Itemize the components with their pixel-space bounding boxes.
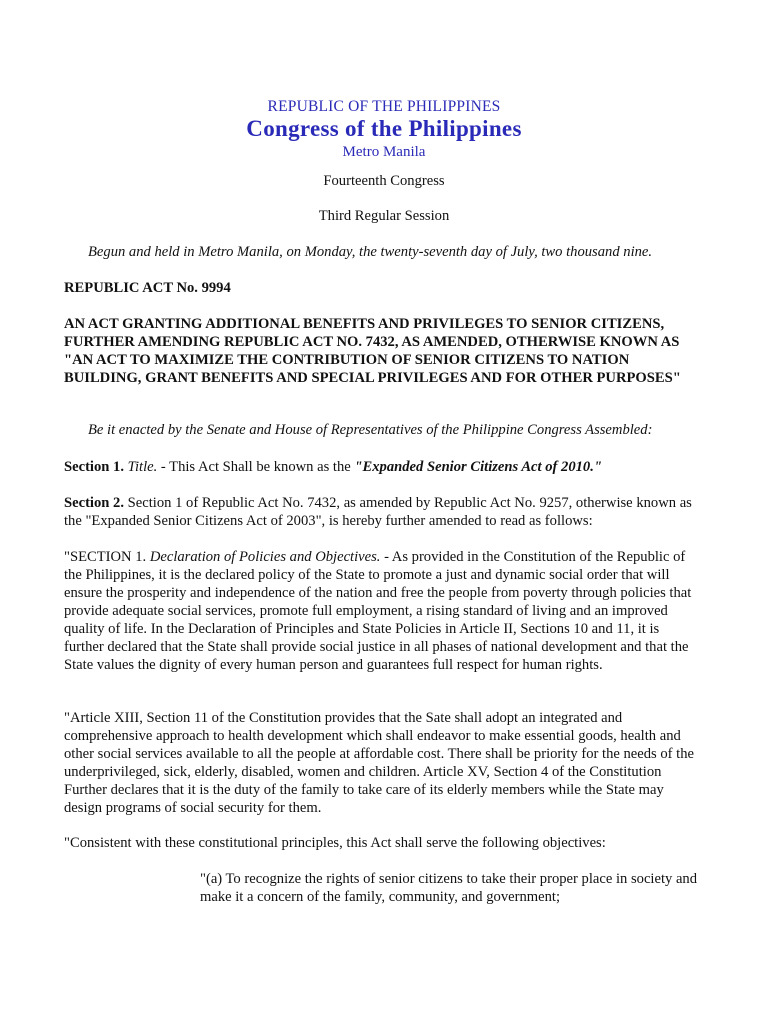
section-1-text: - This Act Shall be known as the [157, 459, 355, 475]
section-2 [64, 494, 696, 530]
section-1-label: Section 1. [64, 459, 124, 475]
begun-clause: Begun and held in Metro Manila, on Monday, the twenty-seventh day of July, two thousand nine. [88, 244, 653, 260]
congress-label: Fourteenth Congress [323, 173, 445, 189]
section-1-short-title: "Expanded Senior Citizens Act of 2010." [354, 459, 602, 475]
section-1 [64, 458, 696, 476]
enacting-clause: Be it enacted by the Senate and House of Representatives of the Philippine Congress Assembled: [88, 422, 653, 438]
amended-section-1-text: - As provided in the Constitution of the Republic of the Philippines, it is the declared policy of the State to promote a just and dynamic social order that will ensure the prosperity and independence of the nation and free the people from poverty through policies that provide adequate social services, promote full employment, a rising standard of living and an improved quality of life. In the Declaration of Principles and State Policies in Article II, Sections 10 and 11, it is further declared that the State shall provide social justice in all phases of national development and that the State values the dignity of every human person and guarantees full respect for human rights. [64, 549, 692, 673]
amended-section-1-heading: Declaration of Policies and Objectives. [149, 549, 381, 565]
article-13-paragraph: "Article XIII, Section 11 of the Constitution provides that the Sate shall adopt an integrated and comprehensive approach to health development which shall endeavor to make essential goods, health and other social services available to all the people at affordable cost. There shall be priority for the needs of the underprivileged, sick, elderly, disabled, women and children. Article XV, Section 4 of the Constitution Further declares that it is the duty of the family to take care of its elderly members while the State may design programs of social security for them. [64, 710, 694, 816]
objective-a: "(a) To recognize the rights of senior citizens to take their proper place in society and make it a concern of the family, community, and government; [200, 871, 698, 905]
amended-section-1-lead: "SECTION 1. [64, 549, 150, 565]
section-2-label: Section 2. [64, 495, 124, 511]
act-number: REPUBLIC ACT No. 9994 [64, 280, 231, 296]
section-1-heading: Title. [127, 459, 158, 475]
amended-section-1 [64, 548, 696, 674]
consistent-paragraph: "Consistent with these constitutional principles, this Act shall serve the following objectives: [64, 835, 606, 851]
section-2-text: Section 1 of Republic Act No. 7432, as amended by Republic Act No. 9257, otherwise known as the "Expanded Senior Citizens Act of 2003", is hereby further amended to read as follows: [64, 495, 692, 529]
letterhead-republic: REPUBLIC OF THE PHILIPPINES [267, 98, 501, 115]
act-title: AN ACT GRANTING ADDITIONAL BENEFITS AND PRIVILEGES TO SENIOR CITIZENS, FURTHER AMENDING REPUBLIC ACT NO. 7432, AS AMENDED, OTHERWISE KNOWN AS "AN ACT TO MAXIMIZE THE CONTRIBUTION OF SENIOR CITIZENS TO NATION BUILDING, GRANT BENEFITS AND SPECIAL PRIVILEGES AND FOR OTHER PURPOSES" [64, 316, 681, 386]
session-label: Third Regular Session [318, 208, 450, 224]
letterhead-congress: Congress of the Philippines [246, 116, 522, 141]
letterhead-location: Metro Manila [342, 144, 426, 160]
